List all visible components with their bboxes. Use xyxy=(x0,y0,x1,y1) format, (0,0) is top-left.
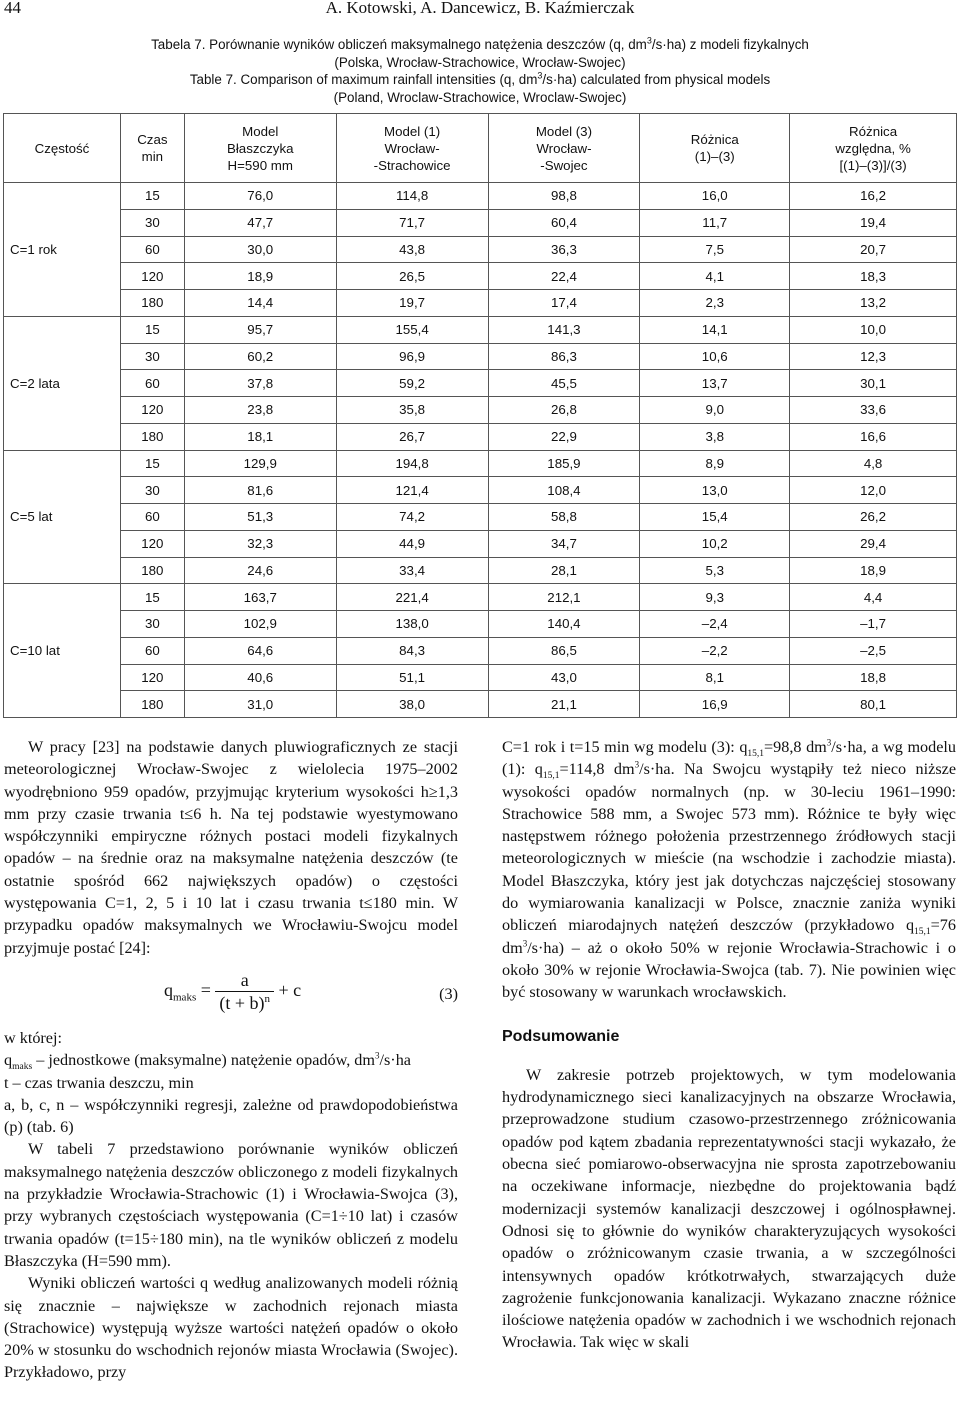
table-cell: 43,8 xyxy=(336,236,488,263)
table-cell: 95,7 xyxy=(184,316,336,343)
table-cell: 194,8 xyxy=(336,450,488,477)
table-cell: 35,8 xyxy=(336,397,488,424)
table-cell: 30,1 xyxy=(790,370,957,397)
table-cell: 163,7 xyxy=(184,584,336,611)
table-row xyxy=(4,530,957,557)
table-cell: 64,6 xyxy=(184,637,336,664)
table-cell: 43,0 xyxy=(488,664,640,691)
table-cell: 20,7 xyxy=(790,236,957,263)
table-header-row xyxy=(4,114,957,183)
table-row xyxy=(4,691,957,718)
table-cell: 9,0 xyxy=(640,397,790,424)
column-header-line: -Strachowice xyxy=(373,157,451,173)
table-row xyxy=(4,263,957,290)
table-cell: 51,1 xyxy=(336,664,488,691)
table-cell: 4,1 xyxy=(640,263,790,290)
table-cell: 30 xyxy=(120,209,184,236)
table-cell: 58,8 xyxy=(488,504,640,531)
table-cell: 30 xyxy=(120,611,184,638)
column-header-line: -Swojec xyxy=(540,157,588,173)
table-cell: 120 xyxy=(120,664,184,691)
table-cell: 22,4 xyxy=(488,263,640,290)
table-cell: 8,1 xyxy=(640,664,790,691)
page-header xyxy=(0,0,960,22)
table-cell: 12,3 xyxy=(790,343,957,370)
table-cell: 26,2 xyxy=(790,504,957,531)
table-row xyxy=(4,504,957,531)
table-header xyxy=(4,114,957,183)
section-title: Podsumowanie xyxy=(502,1027,620,1045)
table-cell: 19,7 xyxy=(336,290,488,317)
table-cell: 76,0 xyxy=(184,183,336,210)
table-cell: 15 xyxy=(120,183,184,210)
table-cell: 51,3 xyxy=(184,504,336,531)
table-cell: 28,1 xyxy=(488,557,640,584)
page-number: 44 xyxy=(4,0,21,17)
table-cell: 29,4 xyxy=(790,530,957,557)
table-cell: 21,1 xyxy=(488,691,640,718)
table-cell: 47,7 xyxy=(184,209,336,236)
table-cell: 13,2 xyxy=(790,290,957,317)
table-row xyxy=(4,397,957,424)
paragraph: Wyniki obliczeń wartości q według analizowanych modeli różnią się znacznie – największe w zachodnich rejonach miasta (Strachowice) występują wyższe wartości natężeń opadów o około 20% w stosunku do wschodnich rejonów miasta Wrocławia (Swojec). Przykładowo, przy xyxy=(4,1274,458,1382)
table-cell: 81,6 xyxy=(184,477,336,504)
table-cell: 38,0 xyxy=(336,691,488,718)
table-row xyxy=(4,611,957,638)
caption-en: Table 7. Comparison of maximum rainfall intensities (q, $dm^3/s\cdot ha$) calculated from physical models xyxy=(189,70,771,87)
table-cell: 60 xyxy=(120,370,184,397)
table-cell: 30 xyxy=(120,343,184,370)
table-row xyxy=(4,450,957,477)
caption-pl: Tabela 7. Porównanie wyników obliczeń maksymalnego natężenia deszczów (q, $dm^3/s\cdot ha$) z modeli fizykalnych xyxy=(151,35,809,52)
table-cell: 86,5 xyxy=(488,637,640,664)
table-cell: 24,6 xyxy=(184,557,336,584)
table-cell: 96,9 xyxy=(336,343,488,370)
table-cell: 180 xyxy=(120,557,184,584)
column-header xyxy=(640,114,790,183)
column-header-line: Model xyxy=(242,123,279,139)
table-cell: 4,4 xyxy=(790,584,957,611)
column-header-line: (1)–(3) xyxy=(694,149,735,164)
left-text-column xyxy=(4,736,458,1384)
table-cell: 108,4 xyxy=(488,477,640,504)
table-cell: 14,1 xyxy=(640,316,790,343)
table-cell: 33,6 xyxy=(790,397,957,424)
column-header xyxy=(488,114,640,183)
caption-en-line2: (Poland, Wroclaw-Strachowice, Wroclaw-Swojec) xyxy=(333,89,627,105)
right-text-column xyxy=(502,736,956,1354)
table-row xyxy=(4,316,957,343)
table-cell: 37,8 xyxy=(184,370,336,397)
column-header xyxy=(790,114,957,183)
definition-q: $q_{maks}$ – jednostkowe (maksymalne) natężenie opadów, $dm^3/s\cdot ha$ xyxy=(4,1050,411,1073)
table-cell: 26,8 xyxy=(488,397,640,424)
table-cell: 18,9 xyxy=(790,557,957,584)
table-cell: 114,8 xyxy=(336,183,488,210)
table-row xyxy=(4,183,957,210)
table-cell: 36,3 xyxy=(488,236,640,263)
table-cell: –2,4 xyxy=(640,611,790,638)
table-cell: 19,4 xyxy=(790,209,957,236)
frequency-group-label: C=1 rok xyxy=(4,183,121,317)
table-cell: 84,3 xyxy=(336,637,488,664)
table-cell: –1,7 xyxy=(790,611,957,638)
table-cell: 10,0 xyxy=(790,316,957,343)
column-header-line: Różnica xyxy=(849,123,898,139)
table-cell: 59,2 xyxy=(336,370,488,397)
table-cell: 16,9 xyxy=(640,691,790,718)
table-cell: –2,2 xyxy=(640,637,790,664)
table-cell: 80,1 xyxy=(790,691,957,718)
table-cell: 22,9 xyxy=(488,423,640,450)
table-cell: 60 xyxy=(120,236,184,263)
paragraph: W pracy [23] na podstawie danych pluwiograficznych ze stacji meteorologicznej Wrocław-Swojec z wielolecia 1975–2002 wyodrębniono 959 opadów, przyjmując kryterium wysokości h≥1,3 mm przy czasie trwania t≤6 h. Na tej podstawie wyestymowano współczynniki empiryczne różnych postaci modeli fizykalnych opadów – na średnie oraz na maksymalne natężenia deszczów (te ostatnie spośród 662 największych opadów) o częstości występowania C=1, 2, 5 i 10 lat i czasu trwania t≤180 min. W przypadku opadów maksymalnych we Wrocławiu-Swojcu model przyjmuje postać [24]: xyxy=(4,738,458,957)
table-cell: 60 xyxy=(120,504,184,531)
equation-number: (3) xyxy=(439,984,458,1003)
table-cell: 86,3 xyxy=(488,343,640,370)
table-cell: 120 xyxy=(120,530,184,557)
column-header xyxy=(4,114,121,183)
where-label: w której: xyxy=(4,1028,62,1047)
table-body xyxy=(4,183,957,718)
table-cell: 74,2 xyxy=(336,504,488,531)
table-cell: 185,9 xyxy=(488,450,640,477)
formula-3 xyxy=(4,965,458,1023)
frequency-group-label: C=10 lat xyxy=(4,584,121,718)
table-cell: 44,9 xyxy=(336,530,488,557)
table-cell: 10,2 xyxy=(640,530,790,557)
table-cell: 180 xyxy=(120,423,184,450)
table-cell: 15 xyxy=(120,584,184,611)
column-header xyxy=(120,114,184,183)
table-cell: 180 xyxy=(120,290,184,317)
table-cell: 26,7 xyxy=(336,423,488,450)
table-cell: 60,4 xyxy=(488,209,640,236)
table-cell: 18,9 xyxy=(184,263,336,290)
table-cell: 40,6 xyxy=(184,664,336,691)
table-cell: 16,2 xyxy=(790,183,957,210)
table-row xyxy=(4,584,957,611)
table-cell: 34,7 xyxy=(488,530,640,557)
definition-t: t – czas trwania deszczu, min xyxy=(4,1073,194,1092)
table-cell: 71,7 xyxy=(336,209,488,236)
paragraph: W tabeli 7 przedstawiono porównanie wyników obliczeń maksymalnego natężenia deszczów obliczonego z modeli fizykalnych na przykładzie Wrocławia-Strachowic (1) i Wrocławia-Swojca (3), przy wybranych częstościach występowania (C=1÷10 lat) i czasów trwania opadów (t=15÷180 min), na tle wyników obliczeń z modelu Błaszczyka (H=590 mm). xyxy=(4,1140,458,1270)
table-cell: 8,9 xyxy=(640,450,790,477)
table-cell: 120 xyxy=(120,397,184,424)
table-cell: 12,0 xyxy=(790,477,957,504)
table-cell: 60 xyxy=(120,637,184,664)
table-cell: 138,0 xyxy=(336,611,488,638)
formula-fraction: $\frac{a}{(t + b)^n}$ xyxy=(215,969,274,1015)
table-cell: 15 xyxy=(120,450,184,477)
table-cell: 15 xyxy=(120,316,184,343)
table-row xyxy=(4,664,957,691)
table-cell: 129,9 xyxy=(184,450,336,477)
column-header-line: Czas xyxy=(137,132,168,147)
paragraph: W zakresie potrzeb projektowych, w tym modelowania hydrodynamicznego sieci kanalizacyjnych na obszarze Wrocławia, przeprowadzone studium czasowo-przestrzennego zróżnicowania opadów pod kątem zbadania reprezentatywności stacji wykazało, że obecna sieć pomiarowo-obserwacyjna nie sprosta zapotrzebowaniu na oczekiwane informacje, niezbędne do projektowania bądź modernizacji systemów kanalizacji deszczowej i ogólnospławnej. Odnosi się to głównie do wyników charakteryzujących wysokości opadów o zróżnicowanym czasie trwania, a w szczególności intensywnych opadów krótkotrwałych, stwarzających duże zagrożenie funkcjonowania kanalizacji. Wykazano znaczne różnice ilościowe natężenia opadów w zachodnich i we wschodnich rejonach Wrocławia. Tak więc w skali xyxy=(502,1065,956,1352)
table-cell: 7,5 xyxy=(640,236,790,263)
caption-pl-line2: (Polska, Wrocław-Strachowice, Wrocław-Swojec) xyxy=(334,54,626,70)
table-cell: 10,6 xyxy=(640,343,790,370)
comparison-table xyxy=(3,113,957,718)
table-cell: 45,5 xyxy=(488,370,640,397)
table-cell: 18,8 xyxy=(790,664,957,691)
column-header-line: H=590 mm xyxy=(227,157,293,173)
table-cell: 2,3 xyxy=(640,290,790,317)
table-cell: 11,7 xyxy=(640,209,790,236)
table-row xyxy=(4,209,957,236)
table-cell: 98,8 xyxy=(488,183,640,210)
table-cell: 30 xyxy=(120,477,184,504)
column-header-line: Częstość xyxy=(34,140,90,156)
table-cell: 60,2 xyxy=(184,343,336,370)
table-cell: 3,8 xyxy=(640,423,790,450)
column-header-line: Różnica xyxy=(690,132,739,147)
frequency-group-label: C=2 lata xyxy=(4,316,121,450)
table-row xyxy=(4,477,957,504)
table-cell: 121,4 xyxy=(336,477,488,504)
table-cell: 18,3 xyxy=(790,263,957,290)
table-cell: 14,4 xyxy=(184,290,336,317)
column-header-line: względna, % xyxy=(835,140,911,156)
definition-coefficients: a, b, c, n – współczynniki regresji, zależne od prawdopodobieństwa (p) (tab. 6) xyxy=(4,1095,458,1137)
table-cell: 32,3 xyxy=(184,530,336,557)
column-header-line: min xyxy=(141,149,164,164)
table-cell: 33,4 xyxy=(336,557,488,584)
formula-expression: $q_{maks}$ = $\frac{a}{(t + b)^n}$ + c xyxy=(164,969,302,1014)
column-header-line: Model (3) xyxy=(535,123,593,139)
table-cell: 212,1 xyxy=(488,584,640,611)
running-head-authors: A. Kotowski, A. Dancewicz, B. Kaźmierczak xyxy=(325,0,635,17)
column-header-line: Wrocław- xyxy=(384,140,440,156)
table-cell: 140,4 xyxy=(488,611,640,638)
table-cell: 221,4 xyxy=(336,584,488,611)
paragraph: C=1 rok i t=15 min wg modelu (3): $q_{15,1}=98,8$ $dm^3/s\cdot ha$, a wg modelu (1): $q_{15,1}=114,8$ $dm^3/s\cdot ha$. Na Swojcu wystąpiły też nieco niższe wysokości opadów normalnych (np. w 30-leciu 1961–1990: Strachowice 588 mm, a Swojec 573 mm). Różnice te były więc następstwem różnego położenia przestrzennego źródłowych stacji meteorologicznych w mieście (na wschodzie i zachodzie miasta). Model Błaszczyka, który jest jak dotychczas najczęściej stosowany do wymiarowania kanalizacji w Polsce, znacznie zaniża wyniki obliczeń miarodajnych natężeń deszczów (przykładowo $q_{15,1}=76$ $dm^3/s\cdot ha$) – aż o około 50% w rejonie Wrocławia-Strachowic i o około 30% w rejonie Wrocławia-Swojca (tab. 7). Nie powinien więc być stosowany w warunkach wrocławskich. xyxy=(502,737,956,1002)
frequency-group-label: C=5 lat xyxy=(4,450,121,584)
table-row xyxy=(4,423,957,450)
table-cell: 15,4 xyxy=(640,504,790,531)
column-header-line: Model (1) xyxy=(384,123,441,139)
table-cell: 4,8 xyxy=(790,450,957,477)
table-cell: –2,5 xyxy=(790,637,957,664)
table-cell: 30,0 xyxy=(184,236,336,263)
table-cell: 23,8 xyxy=(184,397,336,424)
table-cell: 13,7 xyxy=(640,370,790,397)
table-cell: 5,3 xyxy=(640,557,790,584)
table-row xyxy=(4,343,957,370)
table-row xyxy=(4,236,957,263)
table-row xyxy=(4,557,957,584)
table-caption xyxy=(0,36,960,106)
table-row xyxy=(4,290,957,317)
table-row xyxy=(4,637,957,664)
column-header xyxy=(184,114,336,183)
column-header-line: Wrocław- xyxy=(536,140,592,156)
table-cell: 102,9 xyxy=(184,611,336,638)
table-cell: 180 xyxy=(120,691,184,718)
column-header-line: [(1)–(3)]/(3) xyxy=(839,157,907,173)
table-cell: 13,0 xyxy=(640,477,790,504)
column-header xyxy=(336,114,488,183)
table-cell: 18,1 xyxy=(184,423,336,450)
table-cell: 31,0 xyxy=(184,691,336,718)
table-cell: 17,4 xyxy=(488,290,640,317)
table-cell: 155,4 xyxy=(336,316,488,343)
table-cell: 120 xyxy=(120,263,184,290)
column-header-line: Błaszczyka xyxy=(226,140,294,156)
table-cell: 16,0 xyxy=(640,183,790,210)
table-cell: 26,5 xyxy=(336,263,488,290)
table-cell: 141,3 xyxy=(488,316,640,343)
table-cell: 9,3 xyxy=(640,584,790,611)
table-row xyxy=(4,370,957,397)
table-cell: 16,6 xyxy=(790,423,957,450)
